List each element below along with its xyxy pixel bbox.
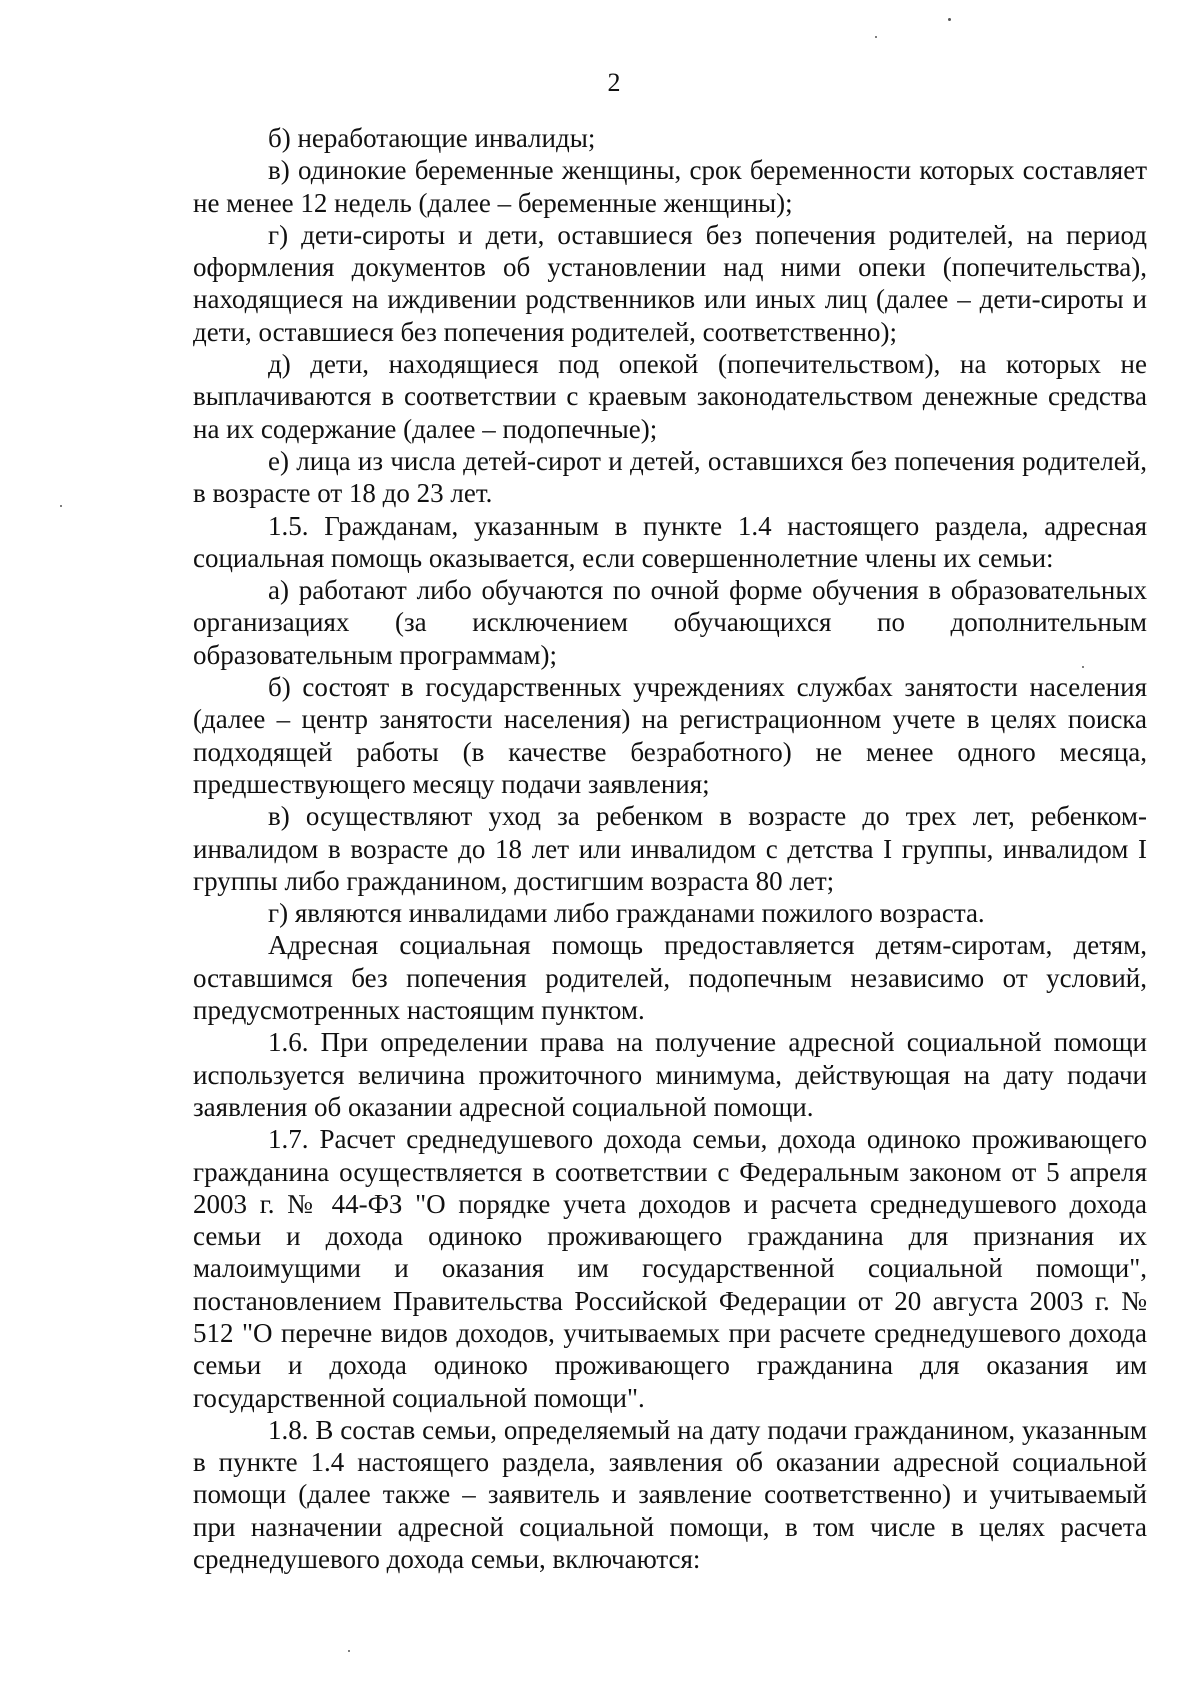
- paragraph-1-6: 1.6. При определении права на получение адресной социальной помощи используется величина прожиточного минимума, действующая на дату подачи заявления об оказании адресной социальной помощи.: [193, 1027, 1147, 1122]
- paragraph-b-nonworking-disabled: б) неработающие инвалиды;: [268, 123, 596, 153]
- paragraph-1-5-b: б) состоят в государственных учреждениях службах занятости населения (далее – центр занятости населения) на регистрационном учете в целях поиска подходящей работы (в качестве безработного) не менее одного месяца, предшествующего месяцу подачи заявления;: [193, 672, 1147, 799]
- paragraph-1-5-g: г) являются инвалидами либо гражданами пожилого возраста.: [268, 898, 985, 929]
- paragraph-1-5-a: а) работают либо обучаются по очной форме обучения в образовательных организациях (за исключением обучающихся по дополнительным образовательным программам);: [193, 575, 1147, 670]
- paragraph-1-7: 1.7. Расчет среднедушевого дохода семьи, дохода одиноко проживающего гражданина осуществляется в соответствии с Федеральным законом от 5 апреля 2003 г. № 44-ФЗ "О порядке учета доходов и расчета среднедушевого дохода семьи и дохода одиноко проживающего гражданина для признания их малоимущими и оказания им государственной социальной помощи", постановлением Правительства Российской Федерации от 20 августа 2003 г. № 512 "О перечне видов доходов, учитываемых при расчете среднедушевого дохода семьи и дохода одиноко проживающего гражданина для оказания им государственной социальной помощи".: [193, 1124, 1147, 1413]
- paragraph-1-8: 1.8. В состав семьи, определяемый на дату подачи гражданином, указанным в пункте 1.4 настоящего раздела, заявления об оказании адресной социальной помощи (далее также – заявитель и заявление соответственно) и учитываемый при назначении адресной социальной помощи, в том числе в целях расчета среднедушевого дохода семьи, включаются:: [193, 1414, 1147, 1575]
- paragraph-g-orphans: г) дети-сироты и дети, оставшиеся без попечения родителей, на период оформления документов об установлении над ними опеки (попечительства), находящиеся на иждивении родственников или иных лиц (далее – дети-сироты и дети, оставшиеся без попечения родителей, соответственно);: [193, 219, 1147, 347]
- paragraph-e-former-orphans: е) лица из числа детей-сирот и детей, оставшихся без попечения родителей, в возрасте от 18 до 23 лет.: [193, 445, 1147, 509]
- paragraph-1-5: 1.5. Гражданам, указанным в пункте 1.4 настоящего раздела, адресная социальная помощь оказывается, если совершеннолетние члены их семьи:: [193, 510, 1147, 573]
- paragraph-1-5-note: Адресная социальная помощь предоставляется детям-сиротам, детям, оставшимся без попечения родителей, подопечным независимо от условий, предусмотренных настоящим пунктом.: [193, 930, 1147, 1026]
- scan-speck: [348, 1650, 350, 1652]
- paragraph-1-5-v: в) осуществляют уход за ребенком в возрасте до трех лет, ребенком-инвалидом в возрасте до 18 лет или инвалидом с детства I группы, инвалидом I группы либо гражданином, достигшим возраста 80 лет;: [193, 801, 1147, 896]
- paragraph-d-wards: д) дети, находящиеся под опекой (попечительством), на которых не выплачиваются в соответствии с краевым законодательством денежные средства на их содержание (далее – подопечные);: [193, 349, 1147, 444]
- scan-speck: [875, 36, 877, 38]
- scan-speck: [1082, 666, 1084, 668]
- page-number: 2: [607, 68, 621, 97]
- document-body: [193, 122, 1147, 1575]
- scan-speck: [60, 505, 62, 507]
- paragraph-v-pregnant-women: в) одинокие беременные женщины, срок беременности которых составляет не менее 12 недель (далее – беременные женщины);: [193, 155, 1147, 218]
- scan-speck: [948, 18, 951, 21]
